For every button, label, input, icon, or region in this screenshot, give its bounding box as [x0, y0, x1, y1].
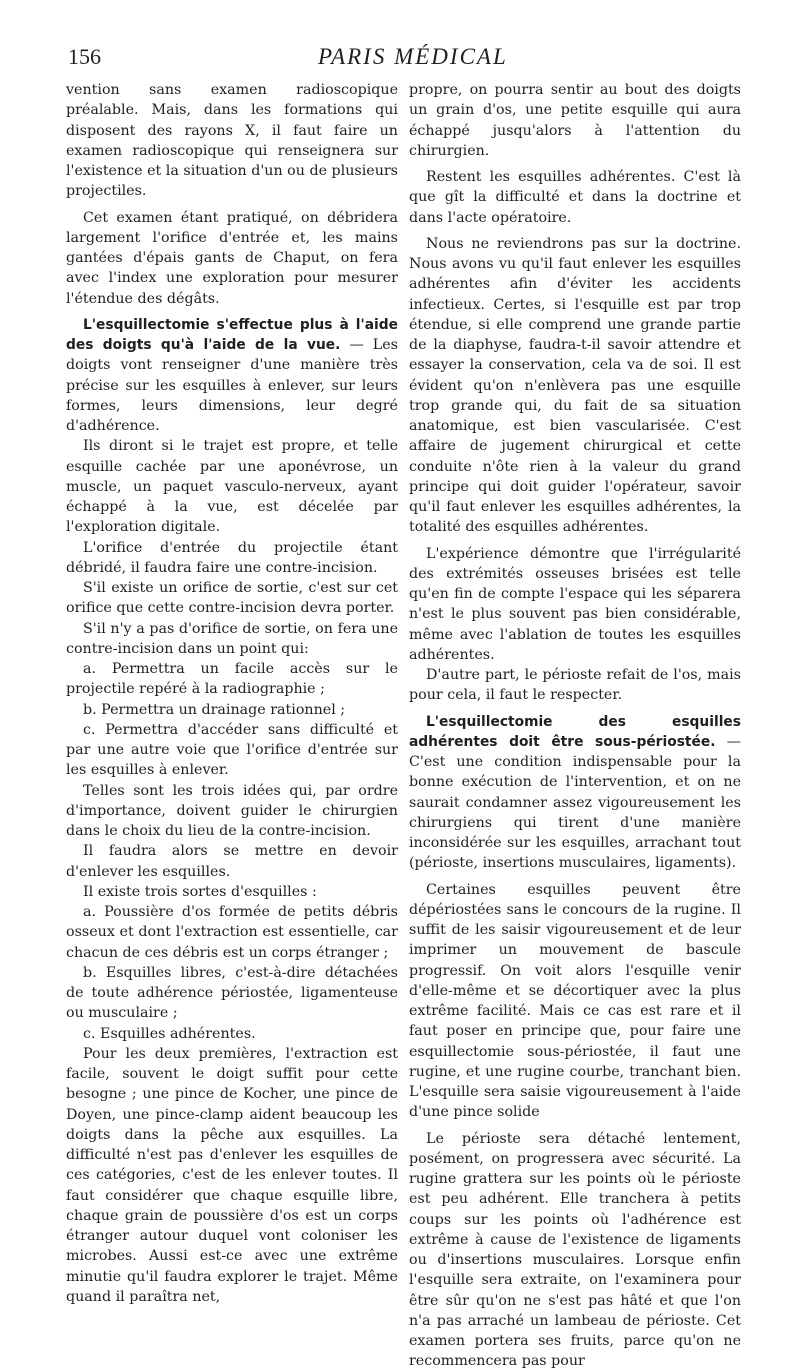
list-item: c. Esquilles adhérentes.: [83, 1025, 256, 1042]
paragraph: S'il existe un orifice de sortie, c'est sur cet orifice que cette contre-incision devra porter.: [66, 580, 398, 617]
paragraph: S'il n'y a pas d'orifice de sortie, on fera une contre-incision dans un point qui:: [66, 620, 398, 657]
list-item: c. Permettra d'accéder sans difficulté et par une autre voie que l'orifice d'entrée sur les esquilles à enlever.: [66, 721, 398, 779]
paragraph: Ils diront si le trajet est propre, et telle esquille cachée par une aponévrose, un muscle, un paquet vasculo-nerveux, ayant échappé à la vue, est décelée par l'exploration digitale.: [66, 438, 398, 536]
paragraph: [409, 712, 741, 874]
paragraph: propre, on pourra sentir au bout des doigts un grain d'os, une petite esquille qui aura échappé jusqu'alors à l'attention du chirurgien.: [409, 82, 741, 159]
paragraph: Il existe trois sortes d'esquilles :: [83, 883, 317, 900]
section-heading: L'esquillectomie s'effectue plus à l'aide des doigts qu'à l'aide de la vue.: [66, 316, 398, 353]
paragraph: D'autre part, le périoste refait de l'os, mais pour cela, il faut le respecter.: [409, 667, 741, 704]
paragraph: L'orifice d'entrée du projectile étant débridé, il faudra faire une contre-incision.: [66, 539, 398, 576]
right-column: [409, 80, 741, 1372]
paragraph: Restent les esquilles adhérentes. C'est là que gît la difficulté et dans la doctrine et dans l'acte opératoire.: [409, 169, 741, 226]
list-item: b. Esquilles libres, c'est-à-dire détachées de toute adhérence périostée, ligamenteuse ou musculaire ;: [66, 964, 398, 1022]
paragraph: Telles sont les trois idées qui, par ordre d'importance, doivent guider le chirurgien dans le choix du lieu de la contre-incision.: [66, 782, 398, 839]
paragraph: Pour les deux premières, l'extraction est facile, souvent le doigt suffit pour cette besogne ; une pince de Kocher, une pince de Doyen, une pince-clamp aident beaucoup les doigts dans la pêche aux esquilles. La difficulté n'est pas d'enlever les esquilles de ces catégories, c'est de les enlever toutes. Il faut considérer que chaque esquille libre, chaque grain de poussière d'os est un corps étranger autour duquel vont coloniser les microbes. Aussi est-ce avec une extrême minutie qu'il faudra explorer le trajet. Même quand il paraîtra net,: [66, 1045, 398, 1305]
paragraph-text: — C'est une condition indispensable pour la bonne exécution de l'intervention, et on ne saurait condamner assez vigoureusement les chirurgiens qui tirent d'une manière inconsidérée sur les esquilles, arrachant tout (périoste, insertions musculaires, ligaments).: [409, 733, 741, 872]
paragraph: Nous ne reviendrons pas sur la doctrine. Nous avons vu qu'il faut enlever les esquilles adhérentes afin d'éviter les accidents infectieux. Certes, si l'esquille est par trop étendue, si elle comprend une grande partie de la diaphyse, faudra-t-il savoir attendre et essayer la conservation, cela va de soi. Il est évident qu'on n'enlèvera pas une esquille trop grande qui, du fait de sa situation anatomique, est bien vascularisée. C'est affaire de jugement chirurgical et cette conduite n'ôte rien à la valeur du grand principe qui doit guider l'opérateur, savoir qu'il faut enlever les esquilles adhérentes, la totalité des esquilles adhérentes.: [409, 235, 741, 536]
list-item: a. Poussière d'os formée de petits débris osseux et dont l'extraction est essentielle, car chacun de ces débris est un corps étranger ;: [66, 904, 398, 961]
left-column: [66, 80, 398, 1307]
paragraph: L'expérience démontre que l'irrégularité des extrémités osseuses brisées est telle qu'en fin de compte l'espace qui les séparera n'est le plus souvent pas bien considérable, même avec l'ablation de toutes les esquilles adhérentes.: [409, 545, 741, 663]
page-number: 156: [68, 44, 101, 69]
list-item: b. Permettra un drainage rationnel ;: [83, 701, 346, 718]
paragraph-text: — Les doigts vont renseigner d'une manière très précise sur les esquilles à enlever, sur leurs formes, leurs dimensions, leur degré d'adhérence.: [66, 337, 398, 434]
paragraph: Cet examen étant pratiqué, on débridera largement l'orifice d'entrée et, les mains gantées d'épais gants de Chaput, on fera avec l'index une exploration pour mesurer l'étendue des dégâts.: [66, 209, 398, 307]
paragraph: vention sans examen radioscopique préalable. Mais, dans les formations qui disposent des rayons X, il faut faire un examen radioscopique qui renseignera sur l'existence et la situation d'un ou de plusieurs projectiles.: [66, 82, 398, 200]
paragraph: Il faudra alors se mettre en devoir d'enlever les esquilles.: [66, 843, 398, 880]
journal-title: PARIS MÉDICAL: [318, 44, 508, 69]
paragraph: Le périoste sera détaché lentement, posément, on progressera avec sécurité. La rugine grattera sur les points où le périoste est peu adhérent. Elle tranchera à petits coups sur les points où l'adhérence est extrême à cause de l'existence de ligaments ou d'insertions musculaires. Lorsque enfin l'esquille sera extraite, on l'examinera pour être sûr qu'on ne s'est pas hâté et que l'on n'a pas arraché un lambeau de périoste. Cet examen portera ses fruits, parce qu'on ne recommencera pas pour: [409, 1130, 741, 1370]
paragraph: [66, 315, 398, 437]
list-item: a. Permettra un facile accès sur le projectile repéré à la radiographie ;: [66, 661, 398, 698]
paragraph: Certaines esquilles peuvent être dépériostées sans le concours de la rugine. Il suffit de les saisir vigoureusement et de leur imprimer un mouvement de bascule progressif. On voit alors l'esquille venir d'elle-même et se décortiquer avec la plus extrême facilité. Mais ce cas est rare et il faut poser en principe que, pour faire une esquillectomie sous-périostée, il faut une rugine, et une rugine courbe, tranchant bien. L'esquille sera saisie vigoureusement à l'aide d'une pince solide: [409, 881, 741, 1121]
section-heading: L'esquillectomie des esquilles adhérentes doit être sous-périostée.: [409, 713, 741, 750]
